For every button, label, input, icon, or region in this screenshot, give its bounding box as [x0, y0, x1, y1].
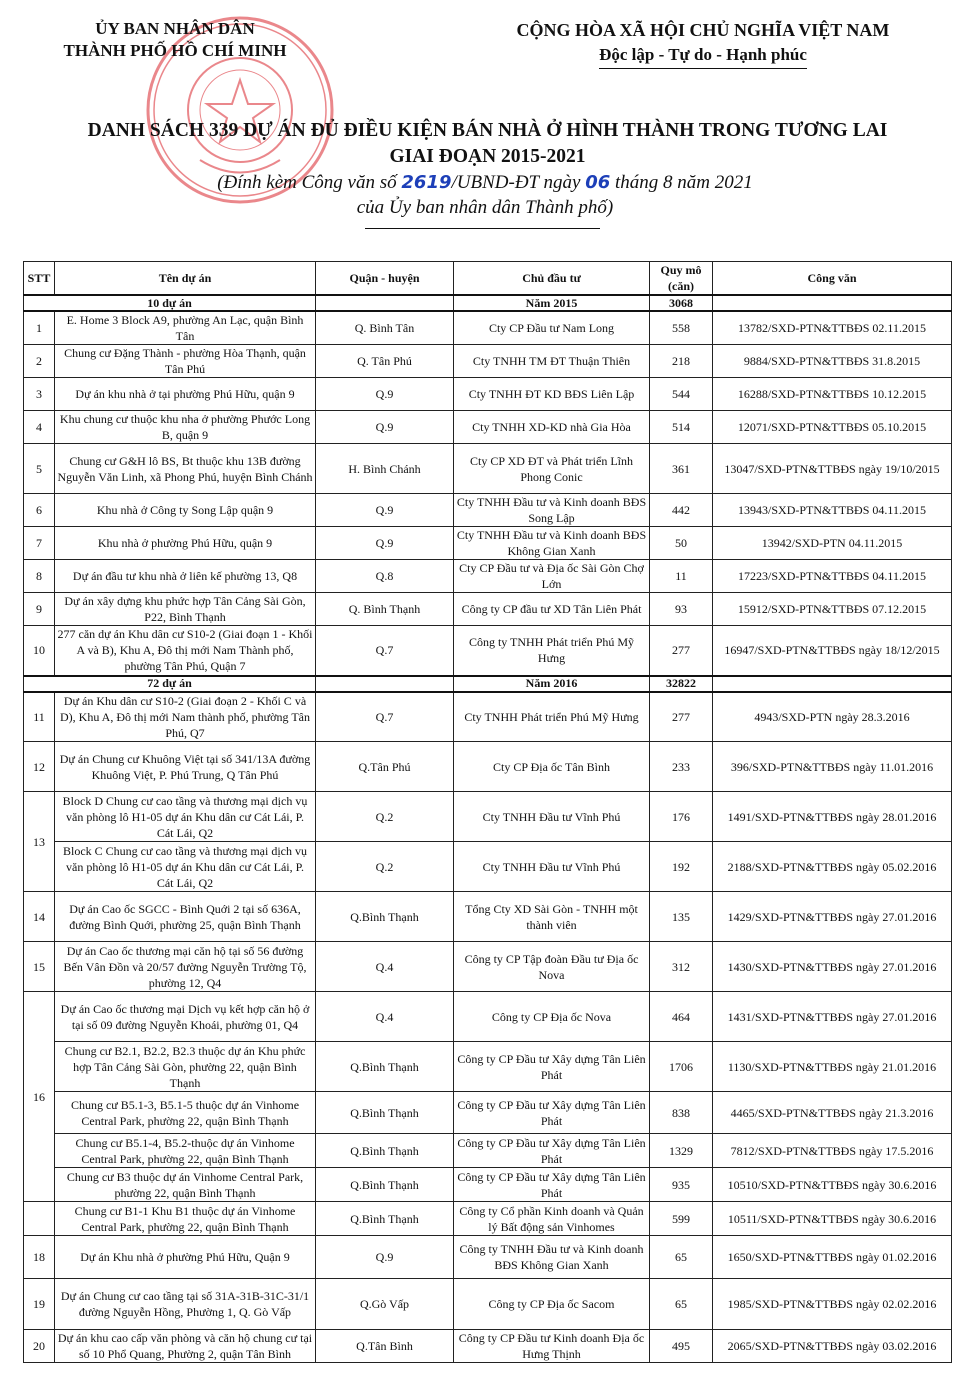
row-project-name: Dự án Khu nhà ở phường Phú Hữu, Quận 9	[55, 1236, 316, 1279]
row-district: Q.9	[316, 1236, 454, 1279]
projects-table	[23, 261, 952, 1363]
table-row	[24, 593, 952, 626]
row-scale: 558	[650, 311, 713, 345]
row-scale: 464	[650, 992, 713, 1042]
row-stt: 12	[24, 742, 55, 792]
row-scale: 361	[650, 444, 713, 494]
table-row	[24, 444, 952, 494]
row-investor: Cty CP Địa ốc Tân Bình	[454, 742, 650, 792]
row-scale: 93	[650, 593, 713, 626]
row-district: Q.7	[316, 692, 454, 742]
row-scale: 277	[650, 692, 713, 742]
row-project-name: Khu chung cư thuộc khu nha ở phường Phước Long B, quận 9	[55, 411, 316, 444]
row-scale: 65	[650, 1279, 713, 1330]
year-group-row	[24, 295, 952, 311]
col-header-stt: STT	[24, 262, 55, 296]
row-district: Q.8	[316, 560, 454, 593]
table-row	[24, 626, 952, 676]
row-stt: 15	[24, 942, 55, 992]
row-district: Q.4	[316, 942, 454, 992]
row-investor: Công ty TNHH Phát triển Phú Mỹ Hưng	[454, 626, 650, 676]
row-project-name: Chung cư B1-1 Khu B1 thuộc dự án Vinhome Central Park, phường 22, quận Bình Thạnh	[55, 1202, 316, 1236]
row-district: Q.Bình Thạnh	[316, 1202, 454, 1236]
group-spacer	[316, 295, 454, 311]
row-project-name: Block D Chung cư cao tầng và thương mại dịch vụ văn phòng lô H1-05 dự án Khu dân cư Cát Lái, P. Cát Lái, Q2	[55, 792, 316, 842]
table-row	[24, 1279, 952, 1330]
col-header-letter: Công văn	[713, 262, 952, 296]
row-scale: 1706	[650, 1042, 713, 1092]
row-scale: 544	[650, 378, 713, 411]
col-header-investor: Chủ đầu tư	[454, 262, 650, 296]
row-investor: Cty CP Đầu tư Nam Long	[454, 311, 650, 345]
row-letter: 7812/SXD-PTN&TTBĐS ngày 17.5.2016	[713, 1134, 952, 1168]
row-scale: 514	[650, 411, 713, 444]
row-investor: Công ty CP Đầu tư Kinh doanh Địa ốc Hưng Thịnh	[454, 1330, 650, 1363]
row-project-name: Khu nhà ở phường Phú Hữu, quận 9	[55, 527, 316, 560]
row-district: Q.7	[316, 626, 454, 676]
row-letter: 396/SXD-PTN&TTBĐS ngày 11.01.2016	[713, 742, 952, 792]
row-letter: 4465/SXD-PTN&TTBĐS ngày 21.3.2016	[713, 1092, 952, 1134]
row-scale: 277	[650, 626, 713, 676]
row-scale: 838	[650, 1092, 713, 1134]
group-spacer	[713, 295, 952, 311]
row-stt: 11	[24, 692, 55, 742]
row-stt: 14	[24, 892, 55, 942]
row-project-name: Dự án Khu dân cư S10-2 (Giai đoạn 2 - Khối C và D), Khu A, Đô thị mới Nam thành phố, phường Tân Phú, Q7	[55, 692, 316, 742]
row-project-name: 277 căn dự án Khu dân cư S10-2 (Giai đoạn 1 - Khối A và B), Khu A, Đô thị mới Nam Thành phố, phường Tân Phú, Quận 7	[55, 626, 316, 676]
row-scale: 135	[650, 892, 713, 942]
row-letter: 10511/SXD-PTN&TTBĐS ngày 30.6.2016	[713, 1202, 952, 1236]
row-scale: 935	[650, 1168, 713, 1202]
row-district: Q.4	[316, 992, 454, 1042]
group-count: 72 dự án	[24, 676, 316, 692]
table-row	[24, 742, 952, 792]
table-row	[24, 1042, 952, 1092]
row-letter: 1430/SXD-PTN&TTBĐS ngày 27.01.2016	[713, 942, 952, 992]
table-row	[24, 1134, 952, 1168]
table-row	[24, 527, 952, 560]
col-header-district: Quận - huyện	[316, 262, 454, 296]
row-investor: Tổng Cty XD Sài Gòn - TNHH một thành viên	[454, 892, 650, 942]
group-spacer	[316, 676, 454, 692]
row-stt: 4	[24, 411, 55, 444]
row-scale: 11	[650, 560, 713, 593]
row-stt: 16	[24, 992, 55, 1202]
row-scale: 176	[650, 792, 713, 842]
row-district: Q.2	[316, 792, 454, 842]
row-investor: Cty TNHH Đầu tư Vĩnh Phú	[454, 842, 650, 892]
row-project-name: Dự án Cao ốc thương mại Dịch vụ kết hợp căn hộ ở tại số 09 đường Nguyễn Khoái, phường 01, Q4	[55, 992, 316, 1042]
row-district: Q.Bình Thạnh	[316, 1134, 454, 1168]
row-letter: 2188/SXD-PTN&TTBĐS ngày 05.02.2016	[713, 842, 952, 892]
row-stt: 18	[24, 1236, 55, 1279]
row-letter: 13943/SXD-PTN&TTBĐS 04.11.2015	[713, 494, 952, 527]
row-investor: Cty TNHH Phát triển Phú Mỹ Hưng	[454, 692, 650, 742]
row-scale: 599	[650, 1202, 713, 1236]
row-scale: 495	[650, 1330, 713, 1363]
row-letter: 16288/SXD-PTN&TTBĐS 10.12.2015	[713, 378, 952, 411]
subtitle-underline	[365, 228, 600, 229]
row-project-name: Chung cư B2.1, B2.2, B2.3 thuộc dự án Khu phức hợp Tân Cảng Sài Gòn, phường 22, quận Bình Thạnh	[55, 1042, 316, 1092]
row-investor: Công ty CP Tập đoàn Đầu tư Địa ốc Nova	[454, 942, 650, 992]
row-investor: Công ty Cổ phần Kinh doanh và Quản lý Bất động sản Vinhomes	[454, 1202, 650, 1236]
nation-name: CỘNG HÒA XÃ HỘI CHỦ NGHĨA VIỆT NAM	[516, 20, 890, 40]
row-letter: 4943/SXD-PTN ngày 28.3.2016	[713, 692, 952, 742]
row-stt: 2	[24, 345, 55, 378]
table-row	[24, 1330, 952, 1363]
row-stt: 20	[24, 1330, 55, 1363]
row-stt: 8	[24, 560, 55, 593]
row-district: Q.Bình Thạnh	[316, 892, 454, 942]
row-investor: Cty TNHH ĐT KD BĐS Liên Lập	[454, 378, 650, 411]
group-spacer	[713, 676, 952, 692]
row-scale: 65	[650, 1236, 713, 1279]
row-stt: 6	[24, 494, 55, 527]
row-investor: Công ty CP Đầu tư Xây dựng Tân Liên Phát	[454, 1134, 650, 1168]
row-investor: Công ty CP Đầu tư Xây dựng Tân Liên Phát	[454, 1168, 650, 1202]
document-subtitle	[130, 170, 840, 220]
table-row	[24, 1236, 952, 1279]
row-letter: 1985/SXD-PTN&TTBĐS ngày 02.02.2016	[713, 1279, 952, 1330]
table-row	[24, 1168, 952, 1202]
handwritten-doc-number: 2619	[401, 172, 452, 193]
row-letter: 13942/SXD-PTN 04.11.2015	[713, 527, 952, 560]
row-district: Q.Tân Bình	[316, 1330, 454, 1363]
row-investor: Cty TNHH XD-KD nhà Gia Hòa	[454, 411, 650, 444]
group-count: 10 dự án	[24, 295, 316, 311]
row-district: Q. Bình Tân	[316, 311, 454, 345]
row-letter: 9884/SXD-PTN&TTBĐS 31.8.2015	[713, 345, 952, 378]
subtitle-prefix: (Đính kèm Công văn số	[217, 172, 397, 193]
year-group-row	[24, 676, 952, 692]
handwritten-doc-day: 06	[585, 172, 611, 193]
row-project-name: Dự án đầu tư khu nhà ở liên kế phường 13, Q8	[55, 560, 316, 593]
table-row	[24, 842, 952, 892]
row-investor: Công ty CP Địa ốc Sacom	[454, 1279, 650, 1330]
group-total: 3068	[650, 295, 713, 311]
table-row	[24, 942, 952, 992]
table-row	[24, 892, 952, 942]
row-project-name: Block C Chung cư cao tầng và thương mại dịch vụ văn phòng lô H1-05 dự án Khu dân cư Cát Lái, P. Cát Lái, Q2	[55, 842, 316, 892]
row-project-name: Khu nhà ở Công ty Song Lập quận 9	[55, 494, 316, 527]
row-letter: 1431/SXD-PTN&TTBĐS ngày 27.01.2016	[713, 992, 952, 1042]
row-project-name: Dự án Chung cư Khuông Việt tại số 341/13A đường Khuông Việt, P. Phú Trung, Q Tân Phú	[55, 742, 316, 792]
row-project-name: Dự án Cao ốc thương mại căn hộ tại số 56 đường Bến Vân Đồn và 20/57 đường Nguyễn Trường Tộ, phường 12, Q4	[55, 942, 316, 992]
row-stt: 5	[24, 444, 55, 494]
table-row	[24, 692, 952, 742]
row-project-name: Dự án xây dựng khu phức hợp Tân Cảng Sài Gòn, P22, Bình Thạnh	[55, 593, 316, 626]
row-district: Q.Bình Thạnh	[316, 1042, 454, 1092]
row-district: Q.Tân Phú	[316, 742, 454, 792]
row-project-name: Dự án Cao ốc SGCC - Bình Quới 2 tại số 636A, đường Bình Quới, phường 25, quận Bình Thạnh	[55, 892, 316, 942]
row-scale: 218	[650, 345, 713, 378]
row-investor: Cty TNHH Đầu tư và Kinh doanh BĐS Không Gian Xanh	[454, 527, 650, 560]
table-row	[24, 792, 952, 842]
row-letter: 12071/SXD-PTN&TTBĐS 05.10.2015	[713, 411, 952, 444]
table-row	[24, 411, 952, 444]
row-investor: Cty CP Đầu tư và Địa ốc Sài Gòn Chợ Lớn	[454, 560, 650, 593]
row-scale: 1329	[650, 1134, 713, 1168]
table-header-row	[24, 262, 952, 296]
row-letter: 10510/SXD-PTN&TTBĐS ngày 30.6.2016	[713, 1168, 952, 1202]
national-header	[488, 18, 918, 69]
row-investor: Công ty CP Đầu tư Xây dựng Tân Liên Phát	[454, 1042, 650, 1092]
row-letter: 13047/SXD-PTN&TTBĐS ngày 19/10/2015	[713, 444, 952, 494]
table-row	[24, 992, 952, 1042]
row-project-name: Chung cư B5.1-3, B5.1-5 thuộc dự án Vinhome Central Park, phường 22, quận Bình Thạnh	[55, 1092, 316, 1134]
row-investor: Cty TNHH Đầu tư và Kinh doanh BĐS Song Lập	[454, 494, 650, 527]
group-total: 32822	[650, 676, 713, 692]
row-district: Q.9	[316, 411, 454, 444]
row-project-name: Chung cư G&H lô BS, Bt thuộc khu 13B đường Nguyễn Văn Linh, xã Phong Phú, huyện Bình Chánh	[55, 444, 316, 494]
row-investor: Cty TNHH TM ĐT Thuận Thiên	[454, 345, 650, 378]
row-stt: 19	[24, 1279, 55, 1330]
row-district: Q. Bình Thạnh	[316, 593, 454, 626]
subtitle-suffix: tháng 8 năm 2021	[615, 172, 753, 193]
subtitle-mid: /UBND-ĐT ngày	[451, 172, 581, 193]
row-scale: 50	[650, 527, 713, 560]
col-header-scale: Quy mô (căn)	[650, 262, 713, 296]
row-district: Q.Gò Vấp	[316, 1279, 454, 1330]
row-scale: 312	[650, 942, 713, 992]
row-investor: Công ty CP Địa ốc Nova	[454, 992, 650, 1042]
row-district: Q.2	[316, 842, 454, 892]
row-letter: 2065/SXD-PTN&TTBĐS ngày 03.02.2016	[713, 1330, 952, 1363]
row-district: Q.9	[316, 527, 454, 560]
row-district: Q.9	[316, 494, 454, 527]
row-stt: 3	[24, 378, 55, 411]
table-row	[24, 1202, 952, 1236]
row-letter: 1650/SXD-PTN&TTBĐS ngày 01.02.2016	[713, 1236, 952, 1279]
group-year: Năm 2016	[454, 676, 650, 692]
table-row	[24, 311, 952, 345]
row-letter: 1130/SXD-PTN&TTBĐS ngày 21.01.2016	[713, 1042, 952, 1092]
row-district: Q.9	[316, 378, 454, 411]
row-letter: 1491/SXD-PTN&TTBĐS ngày 28.01.2016	[713, 792, 952, 842]
row-project-name: E. Home 3 Block A9, phường An Lạc, quận Bình Tân	[55, 311, 316, 345]
row-district: Q. Tân Phú	[316, 345, 454, 378]
row-district: H. Bình Chánh	[316, 444, 454, 494]
row-project-name: Dự án khu nhà ở tại phường Phú Hữu, quận 9	[55, 378, 316, 411]
row-investor: Cty TNHH Đầu tư Vĩnh Phú	[454, 792, 650, 842]
table-row	[24, 378, 952, 411]
col-header-name: Tên dự án	[55, 262, 316, 296]
row-investor: Công ty CP đầu tư XD Tân Liên Phát	[454, 593, 650, 626]
row-project-name: Dự án khu cao cấp văn phòng và căn hộ chung cư tại số 10 Phổ Quang, Phường 2, quận Tân Bình	[55, 1330, 316, 1363]
row-stt	[24, 1202, 55, 1236]
table-row	[24, 345, 952, 378]
national-motto: Độc lập - Tự do - Hạnh phúc	[599, 43, 807, 69]
row-letter: 17223/SXD-PTN&TTBĐS 04.11.2015	[713, 560, 952, 593]
row-stt: 13	[24, 792, 55, 892]
title-line-2: GIAI ĐOẠN 2015-2021	[389, 146, 586, 167]
row-stt: 7	[24, 527, 55, 560]
issuing-authority	[40, 18, 310, 62]
row-project-name: Dự án Chung cư cao tầng tại số 31A-31B-31C-31/1 đường Nguyễn Hồng, Phường 1, Q. Gò Vấp	[55, 1279, 316, 1330]
row-investor: Công ty CP Đầu tư Xây dựng Tân Liên Phát	[454, 1092, 650, 1134]
group-year: Năm 2015	[454, 295, 650, 311]
row-project-name: Chung cư B5.1-4, B5.2-thuộc dự án Vinhome Central Park, phường 22, quận Bình Thạnh	[55, 1134, 316, 1168]
table-row	[24, 1092, 952, 1134]
table-row	[24, 560, 952, 593]
subtitle-line-2: của Ủy ban nhân dân Thành phố)	[356, 197, 614, 218]
row-project-name: Chung cư Đặng Thành - phường Hòa Thạnh, quận Tân Phú	[55, 345, 316, 378]
row-district: Q.Bình Thạnh	[316, 1168, 454, 1202]
row-investor: Cty CP XD ĐT và Phát triển Lĩnh Phong Conic	[454, 444, 650, 494]
row-letter: 13782/SXD-PTN&TTBĐS 02.11.2015	[713, 311, 952, 345]
row-stt: 1	[24, 311, 55, 345]
row-investor: Công ty TNHH Đầu tư và Kinh doanh BĐS Không Gian Xanh	[454, 1236, 650, 1279]
row-letter: 1429/SXD-PTN&TTBĐS ngày 27.01.2016	[713, 892, 952, 942]
row-scale: 442	[650, 494, 713, 527]
row-district: Q.Bình Thạnh	[316, 1092, 454, 1134]
document-title	[30, 118, 945, 170]
row-scale: 192	[650, 842, 713, 892]
row-letter: 15912/SXD-PTN&TTBĐS 07.12.2015	[713, 593, 952, 626]
title-line-1: DANH SÁCH 339 DỰ ÁN ĐỦ ĐIỀU KIỆN BÁN NHÀ Ở HÌNH THÀNH TRONG TƯƠNG LAI	[87, 120, 888, 141]
table-row	[24, 494, 952, 527]
row-stt: 10	[24, 626, 55, 676]
row-scale: 233	[650, 742, 713, 792]
authority-line-1: ỦY BAN NHÂN DÂN	[95, 19, 255, 38]
row-project-name: Chung cư B3 thuộc dự án Vinhome Central Park, phường 22, quận Bình Thạnh	[55, 1168, 316, 1202]
authority-line-2: THÀNH PHỐ HỒ CHÍ MINH	[63, 41, 287, 60]
row-letter: 16947/SXD-PTN&TTBĐS ngày 18/12/2015	[713, 626, 952, 676]
row-stt: 9	[24, 593, 55, 626]
